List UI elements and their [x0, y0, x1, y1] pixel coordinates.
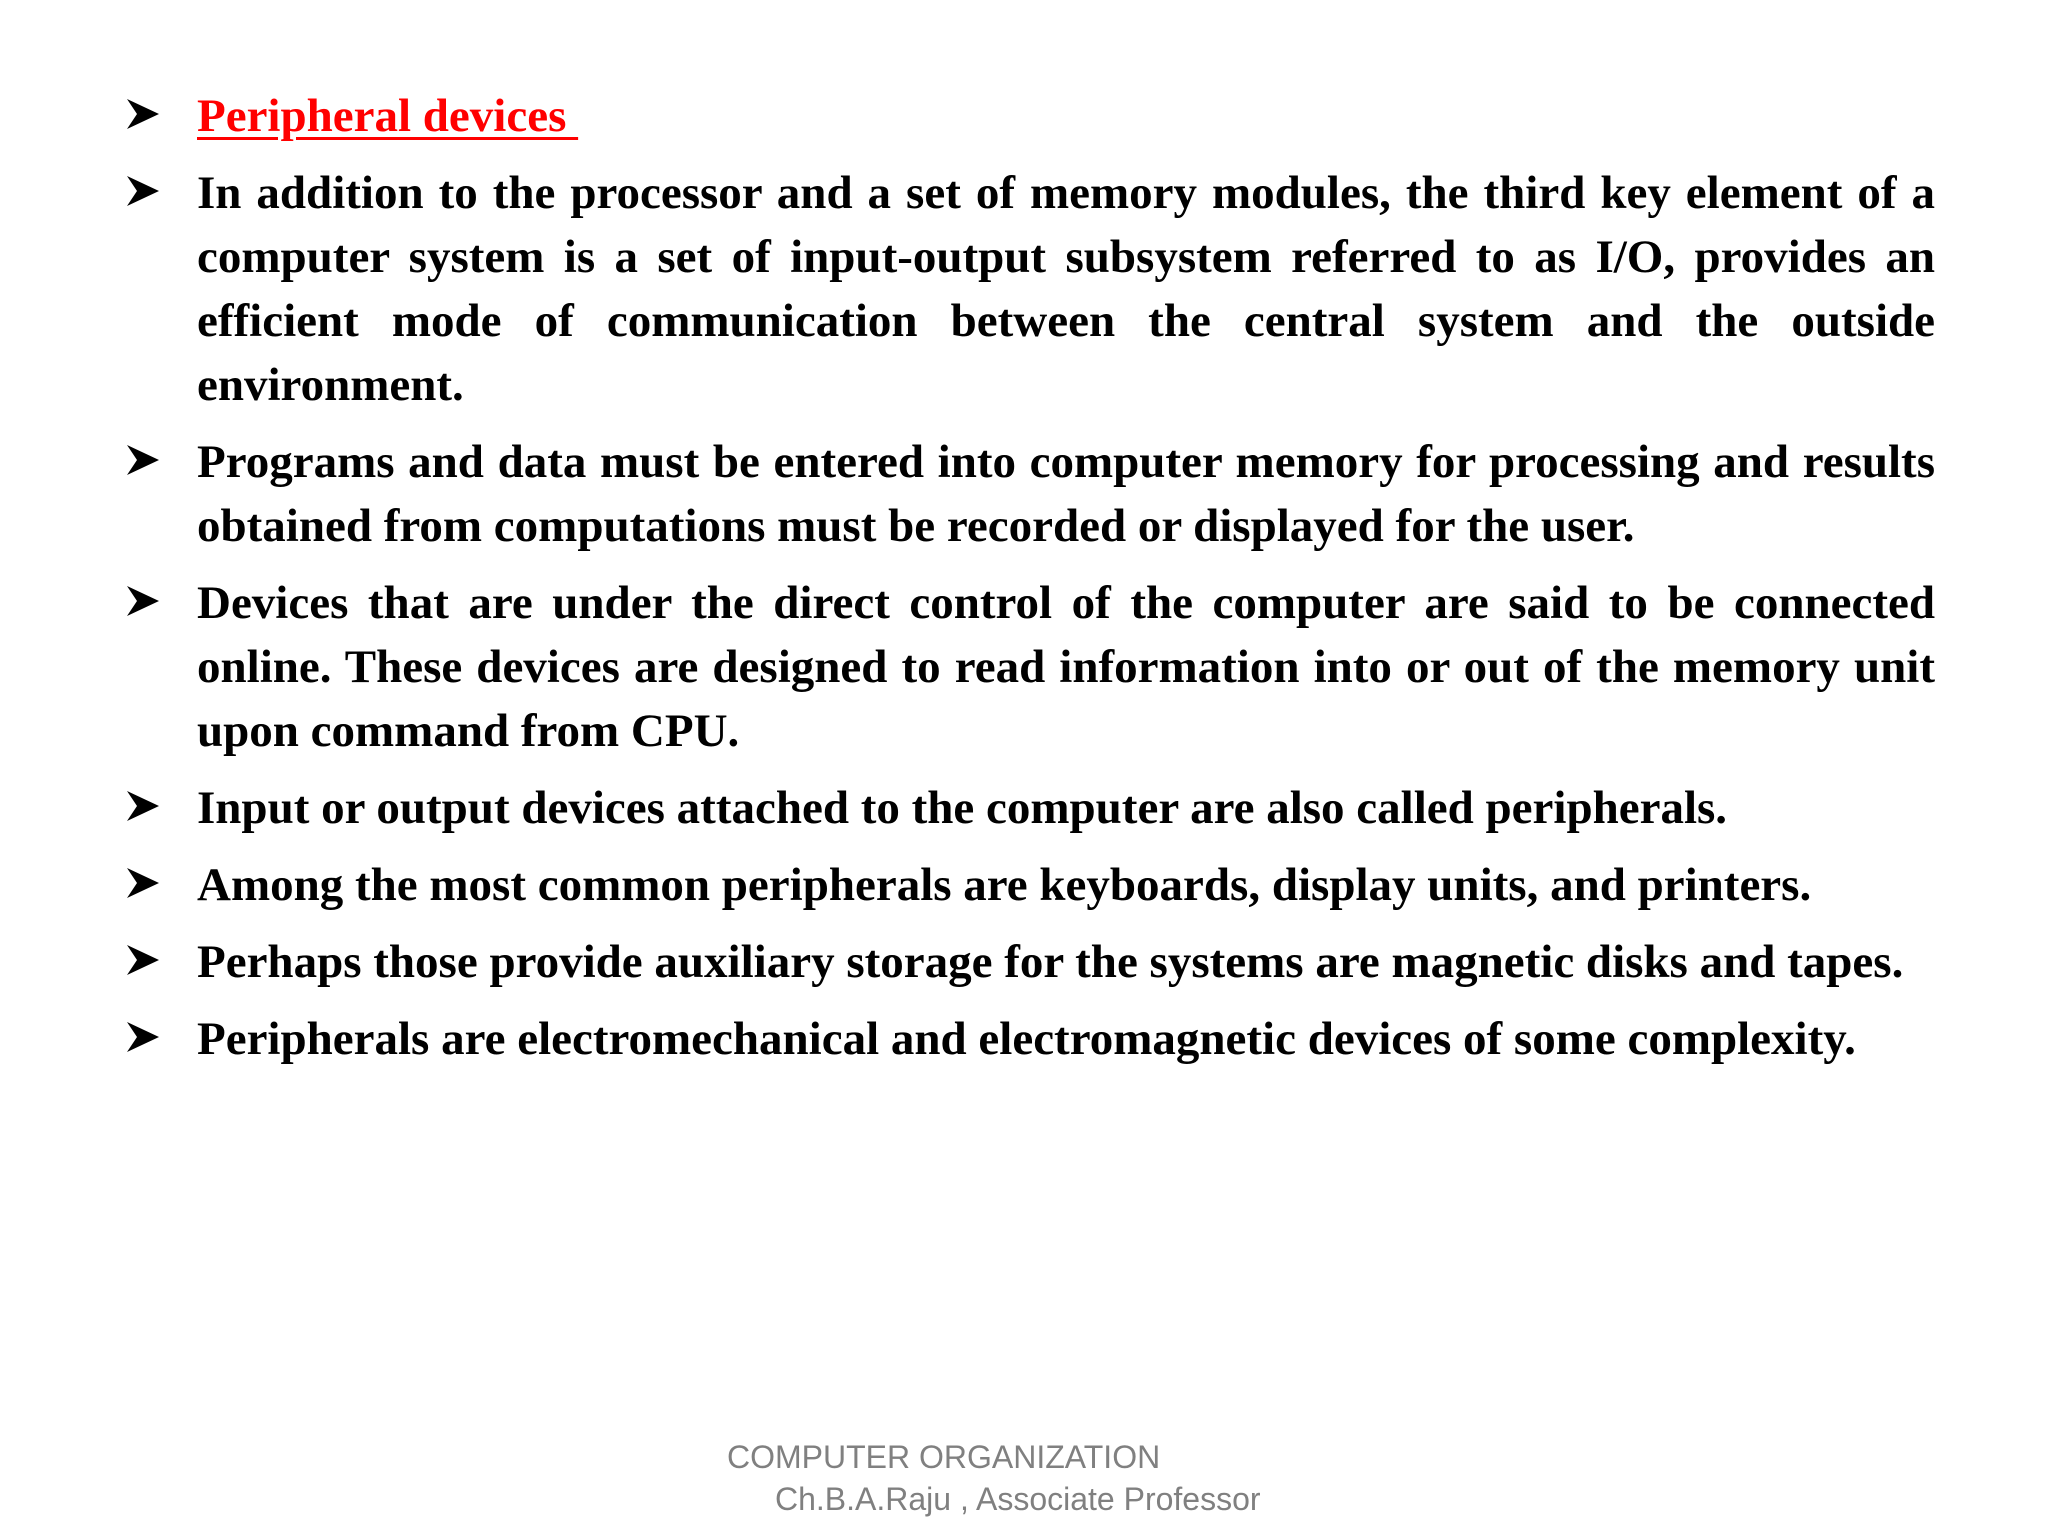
- list-item: [125, 571, 1935, 763]
- arrowhead-bullet-icon: [125, 942, 161, 978]
- bullet-text: In addition to the processor and a set of memory modules, the third key element of a computer system is a set of input-output subsystem referred to as I/O, provides an efficient mode of communication between the central system and the outside environment.: [197, 167, 1935, 411]
- arrowhead-bullet-icon: [125, 865, 161, 901]
- footer-author: Ch.B.A.Raju , Associate Professor: [775, 1481, 1261, 1517]
- footer-course: COMPUTER ORGANIZATION: [727, 1439, 1161, 1475]
- bullet-text: Among the most common peripherals are keyboards, display units, and printers.: [197, 859, 1812, 911]
- list-item: [125, 161, 1935, 417]
- bullet-text: Devices that are under the direct control of the computer are said to be connected online. These devices are designed to read information into or out of the memory unit upon command from CPU.: [197, 577, 1935, 757]
- arrowhead-bullet-icon: [125, 788, 161, 824]
- list-item: [125, 853, 1935, 917]
- arrowhead-bullet-icon: [125, 583, 161, 619]
- bullet-text: Perhaps those provide auxiliary storage for the systems are magnetic disks and tapes.: [197, 936, 1904, 988]
- slide-heading: Peripheral devices: [197, 90, 579, 142]
- list-item: [125, 930, 1935, 994]
- bullet-text: Programs and data must be entered into computer memory for processing and results obtained from computations must be recorded or displayed for the user.: [197, 436, 1935, 552]
- bullet-text: Peripherals are electromechanical and electromagnetic devices of some complexity.: [197, 1013, 1856, 1065]
- list-item: [125, 776, 1935, 840]
- arrowhead-bullet-icon: [125, 96, 161, 132]
- bullet-list: [125, 84, 1935, 1084]
- arrowhead-bullet-icon: [125, 1019, 161, 1055]
- arrowhead-bullet-icon: [125, 173, 161, 209]
- list-item: [125, 430, 1935, 558]
- slide-footer: [727, 1436, 1261, 1520]
- bullet-text: Input or output devices attached to the computer are also called peripherals.: [197, 782, 1728, 834]
- heading-item: [125, 84, 1935, 148]
- list-item: [125, 1007, 1935, 1071]
- arrowhead-bullet-icon: [125, 442, 161, 478]
